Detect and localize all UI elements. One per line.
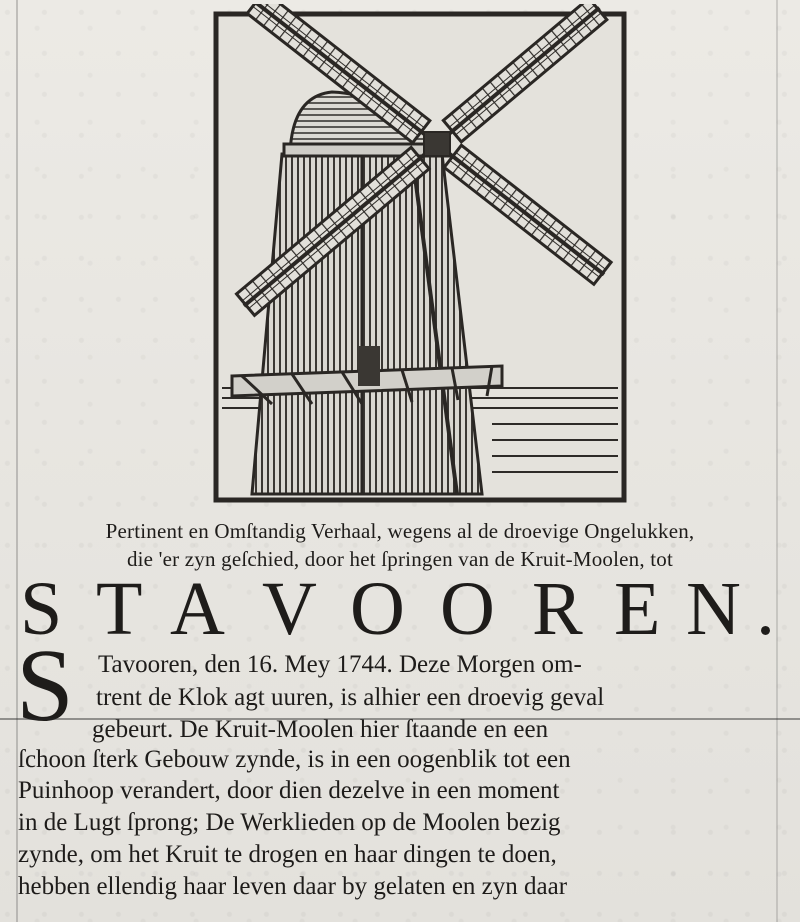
town-letter: R xyxy=(532,567,583,651)
town-title xyxy=(0,567,800,651)
windmill-woodcut-illustration xyxy=(212,4,630,506)
body-text-line: zynde, om het Kruit te drogen en haar dingen te doen, xyxy=(18,841,557,868)
body-text-line: Puinhoop verandert, door dien dezelve in een moment xyxy=(18,777,560,804)
paper-crease-right xyxy=(776,0,778,922)
body-text-line: hebben ellendig haar leven daar by gelaten en zyn daar xyxy=(18,873,568,900)
town-letter: V xyxy=(262,567,317,651)
headline-line-2: die 'er zyn geſchied, door het ſpringen van de Kruit-Moolen, tot xyxy=(126,547,674,571)
body-text-line: gebeurt. De Kruit-Moolen hier ſtaande en een xyxy=(92,716,549,743)
town-letter: O xyxy=(440,567,495,651)
town-letter: E xyxy=(614,567,661,651)
body-text-line: trent de Klok agt uuren, is alhier een droevig geval xyxy=(96,684,605,711)
body-text-line: Tavooren, den 16. Mey 1744. Deze Morgen om- xyxy=(98,651,582,678)
town-letter: A xyxy=(170,567,225,651)
body-text-line: ſchoon ſterk Gebouw zynde, is in een oogenblik tot een xyxy=(18,746,571,773)
town-letter: S xyxy=(20,567,63,651)
paper-fold-line xyxy=(0,718,800,720)
town-letter: T xyxy=(96,567,143,651)
town-letter: O xyxy=(350,567,405,651)
body-text-line: in de Lugt ſprong; De Werklieden op de Moolen bezig xyxy=(18,809,561,836)
town-letter: N xyxy=(686,567,741,651)
headline-line-1: Pertinent en Omſtandig Verhaal, wegens al de droevige Ongelukken, xyxy=(105,519,695,543)
town-letter: . xyxy=(756,567,775,651)
drop-cap: S xyxy=(16,628,74,743)
